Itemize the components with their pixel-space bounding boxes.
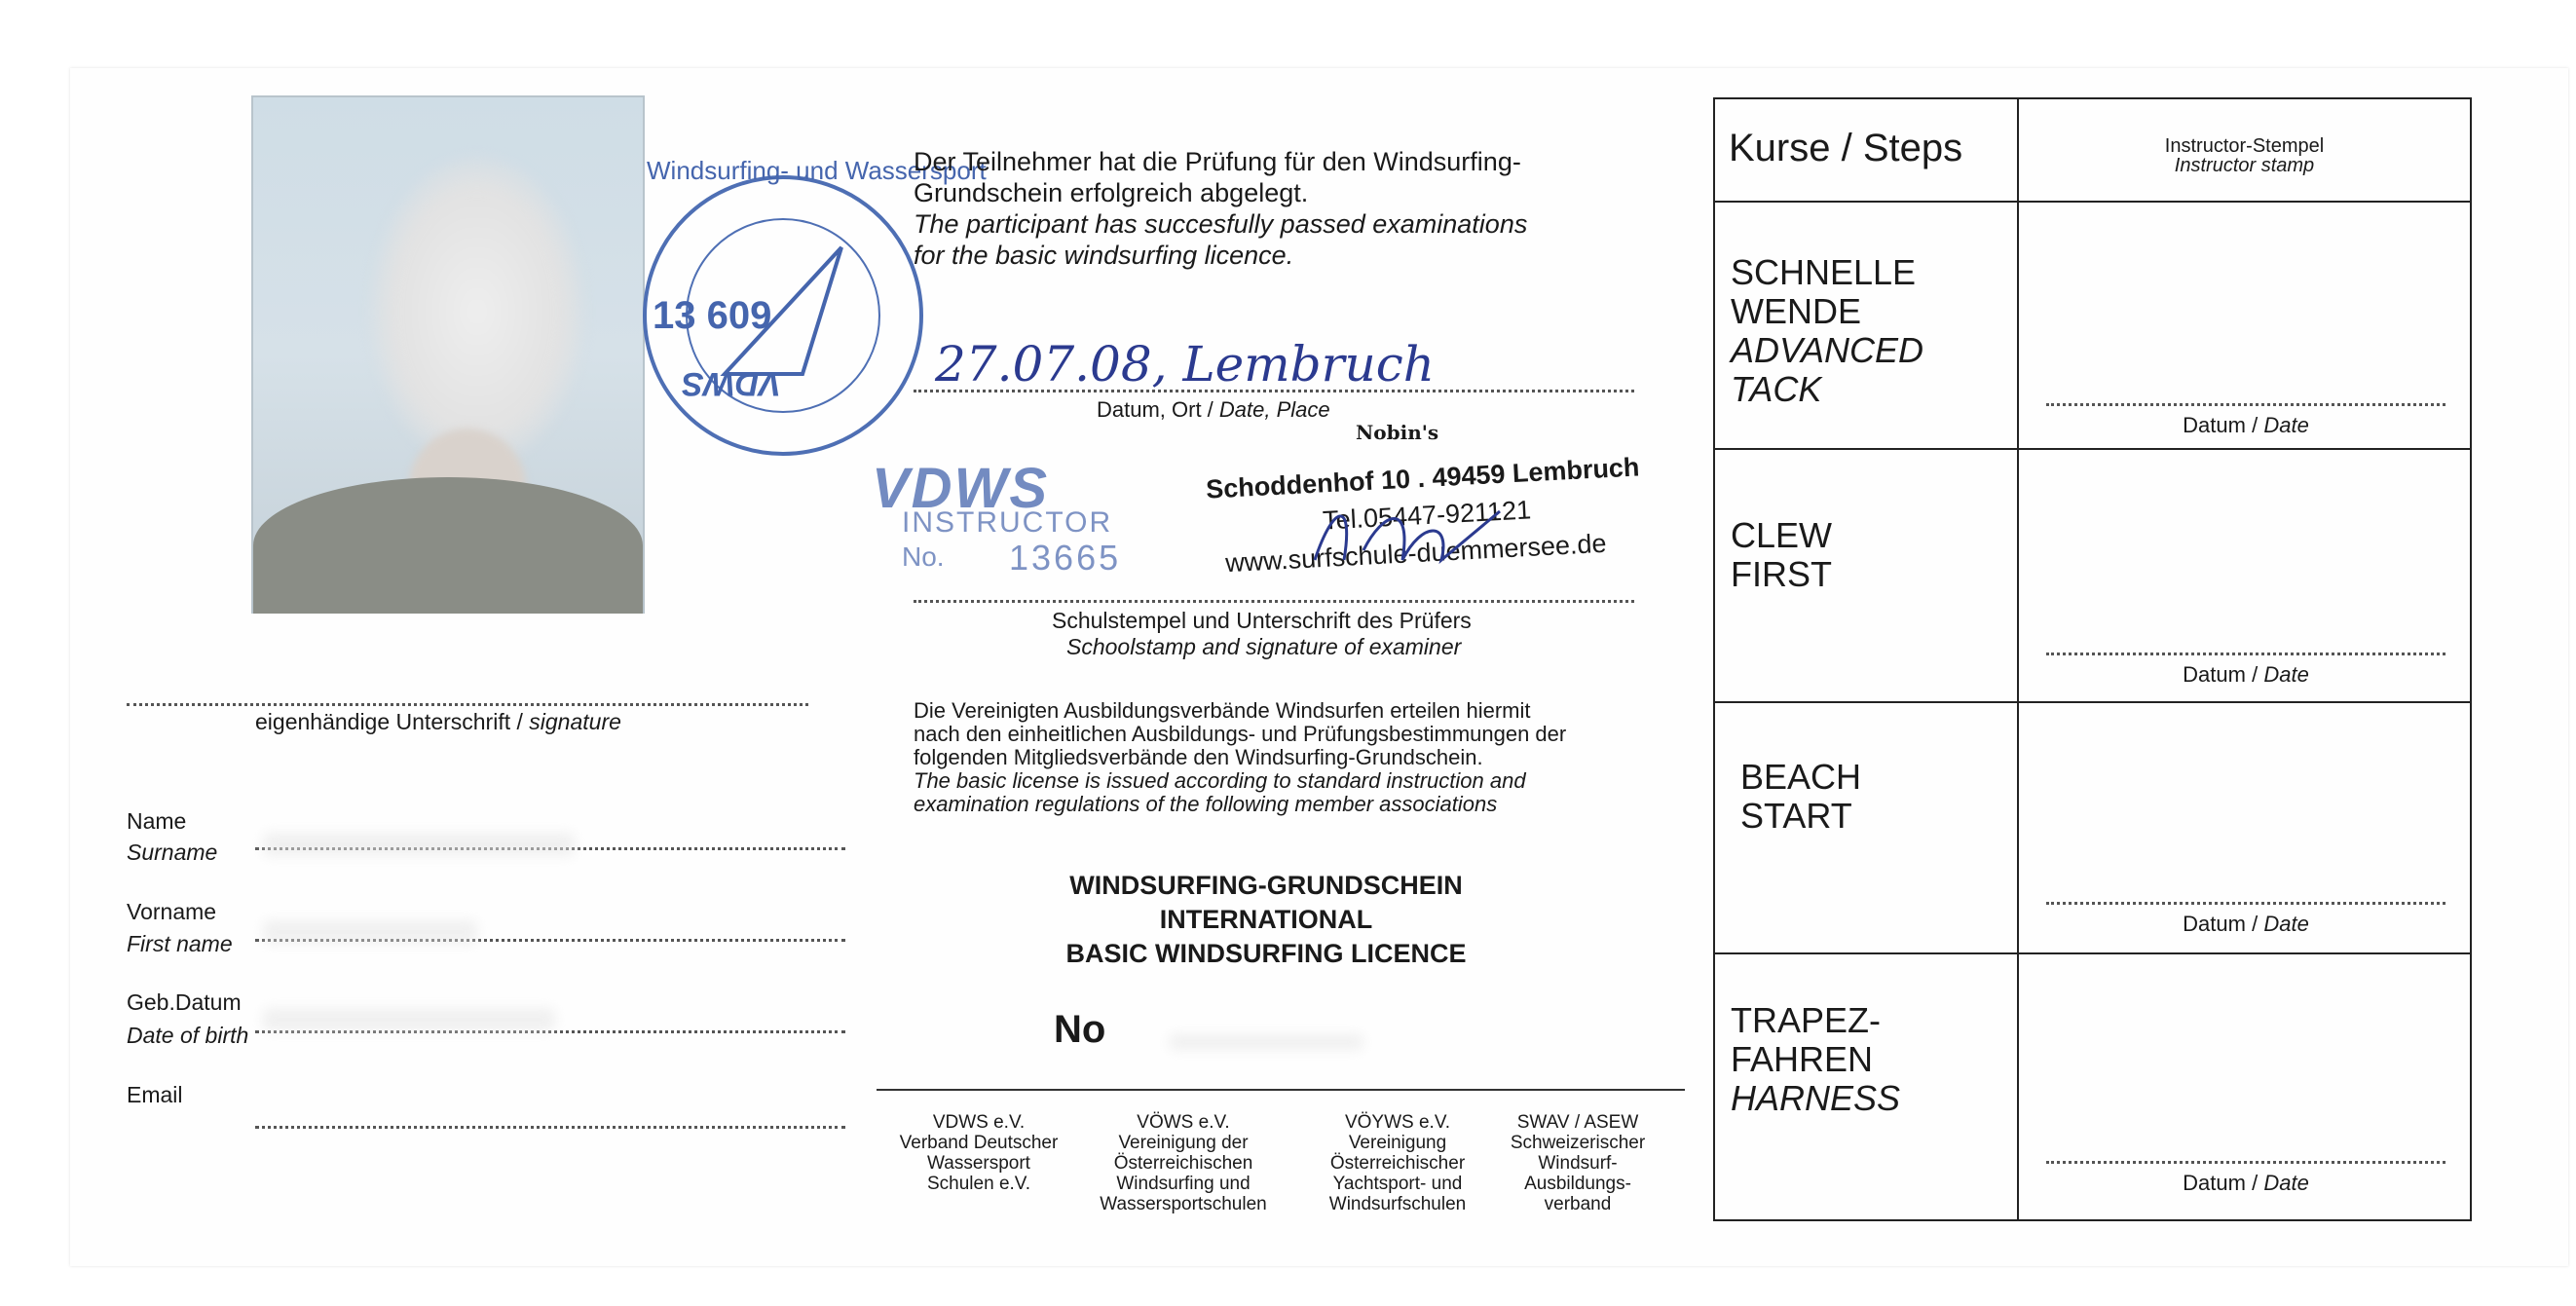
school-stamp-address: Schoddenhof 10 . 49459 Lembruch <box>1205 452 1641 504</box>
member-swav-line-2: Windsurf- <box>1538 1153 1618 1174</box>
step-clew-first <box>1731 516 1832 594</box>
step-harness <box>1731 1001 1900 1118</box>
field-gebdatum-label: Geb.Datum <box>127 989 242 1015</box>
step-1-line-2: WENDE <box>1731 291 1861 331</box>
step-2-date-en: Date <box>2263 662 2309 687</box>
passed-text-de <box>914 146 1527 271</box>
member-vdws-line-2: Wassersport <box>927 1153 1030 1174</box>
step-3-line-1: BEACH <box>1740 757 1862 797</box>
step-1-date-line[interactable] <box>2046 403 2445 406</box>
stamp-header-de: Instructor-Stempel <box>2164 135 2325 157</box>
associations-en-line-2: examination regulations of the following member associations <box>914 792 1498 816</box>
step-3-date-en: Date <box>2263 912 2309 936</box>
date-place-line[interactable] <box>914 390 1634 392</box>
steps-row-line-1 <box>1715 201 2470 203</box>
stamp-header-en: Instructor stamp <box>2174 155 2315 176</box>
handwritten-date-place: 27.07.08, Lembruch <box>935 336 1435 392</box>
steps-header: Kurse / Steps <box>1729 127 1963 169</box>
date-place-label-en: Date, Place <box>1218 397 1330 422</box>
instructor-stamp-no-label: No. <box>902 541 945 572</box>
school-stamp-phone: Tel.05447-921121 <box>1322 495 1532 536</box>
date-place-label-de: Datum, Ort / <box>1097 397 1213 422</box>
examiner-line[interactable] <box>914 600 1634 603</box>
signature-line[interactable] <box>127 703 808 706</box>
steps-row-line-3 <box>1715 701 2470 703</box>
associations-de-line-3: folgenden Mitgliedsverbände den Windsurfing-Grundschein. <box>914 745 1483 769</box>
step-4-date-line[interactable] <box>2046 1161 2445 1164</box>
blurred-firstname <box>263 920 477 944</box>
steps-row-line-4 <box>1715 952 2470 954</box>
step-1-en-line-2: TACK <box>1731 369 1822 409</box>
member-vdws-line-1: Verband Deutscher <box>899 1133 1059 1153</box>
passed-de-line-2: Grundschein erfolgreich abgelegt. <box>914 178 1309 207</box>
step-beach-start <box>1740 758 1861 836</box>
passed-de-line-1: Der Teilnehmer hat die Prüfung für den Windsurfing- <box>914 147 1521 176</box>
license-no-label: No <box>1054 1008 1106 1051</box>
license-title <box>974 869 1558 971</box>
steps-table <box>1713 97 2472 1221</box>
blurred-face <box>370 156 584 467</box>
step-3-date-de: Datum / <box>2183 912 2259 936</box>
step-4-date-en: Date <box>2263 1171 2309 1195</box>
field-vorname-label: Vorname <box>127 899 217 924</box>
step-1-line-1: SCHNELLE <box>1731 252 1917 292</box>
date-place-label <box>1097 397 1330 423</box>
member-voeyws-abbr: VÖYWS e.V. <box>1344 1112 1451 1133</box>
step-2-date-label <box>2046 662 2445 688</box>
member-voeyws-line-2: Österreichischer <box>1329 1153 1466 1174</box>
step-3-line-2: START <box>1740 796 1852 836</box>
blurred-license-number <box>1169 1034 1363 1050</box>
signature-label-en: signature <box>529 709 621 734</box>
step-1-date-en: Date <box>2263 413 2309 437</box>
step-1-date-label <box>2046 413 2445 438</box>
member-vdws <box>891 1112 1066 1194</box>
examiner-label-de: Schulstempel und Unterschrift des Prüfers <box>1052 608 1472 633</box>
email-field[interactable] <box>255 1126 845 1129</box>
member-voews-line-4: Wassersportschulen <box>1100 1194 1267 1214</box>
license-title-line-3: BASIC WINDSURFING LICENCE <box>1065 939 1467 968</box>
blurred-dob <box>263 1008 555 1031</box>
member-swav <box>1490 1112 1665 1214</box>
stamp-header <box>2019 136 2470 175</box>
steps-table-divider <box>2017 99 2019 1219</box>
step-1-en-line-1: ADVANCED <box>1731 330 1924 370</box>
instructor-stamp-number: 13665 <box>1009 538 1122 578</box>
passport-photo <box>251 95 645 614</box>
school-stamp-name: Nobin's <box>1356 421 1439 444</box>
member-voeyws-line-1: Vereinigung <box>1348 1133 1447 1153</box>
members-divider <box>877 1089 1685 1091</box>
steps-row-line-2 <box>1715 448 2470 450</box>
step-1-date-de: Datum / <box>2183 413 2259 437</box>
member-swav-abbr: SWAV / ASEW <box>1516 1112 1639 1133</box>
round-stamp-logo: VDWS <box>682 365 781 402</box>
instructor-stamp-title: INSTRUCTOR <box>902 506 1113 539</box>
step-4-line-1: TRAPEZ- <box>1731 1000 1882 1040</box>
blurred-surname <box>263 833 575 856</box>
member-voews-abbr: VÖWS e.V. <box>1137 1112 1230 1133</box>
member-swav-line-4: verband <box>1544 1194 1612 1214</box>
step-2-date-de: Datum / <box>2183 662 2259 687</box>
step-4-en-line-1: HARNESS <box>1731 1078 1901 1118</box>
step-2-line-2: FIRST <box>1731 554 1832 594</box>
associations-de-line-2: nach den einheitlichen Ausbildungs- und Prüfungsbestimmungen der <box>914 722 1567 746</box>
signature-label <box>255 709 621 735</box>
member-vdws-abbr: VDWS e.V. <box>932 1112 1026 1133</box>
associations-text <box>914 699 1566 816</box>
member-voews-line-1: Vereinigung der <box>1118 1133 1249 1153</box>
round-stamp-arc-text: Windsurfing- und Wassersport <box>647 156 987 185</box>
step-4-date-de: Datum / <box>2183 1171 2259 1195</box>
member-voews-line-2: Österreichischen <box>1113 1153 1253 1174</box>
member-vdws-line-3: Schulen e.V. <box>927 1174 1030 1194</box>
field-dob-label: Date of birth <box>127 1023 249 1048</box>
step-2-line-1: CLEW <box>1731 515 1833 555</box>
step-3-date-line[interactable] <box>2046 902 2445 905</box>
member-voeyws-line-4: Windsurfschulen <box>1328 1194 1467 1214</box>
step-4-line-2: FAHREN <box>1731 1039 1874 1079</box>
school-stamp-web: www.surfschule-duemmersee.de <box>1224 528 1608 578</box>
passed-en-line-1: The participant has succesfully passed examinations <box>914 209 1528 239</box>
associations-en-line-1: The basic license is issued according to standard instruction and <box>914 768 1526 793</box>
field-email-label: Email <box>127 1082 183 1107</box>
round-stamp-number: 13 609 <box>653 294 772 337</box>
photo-shirt <box>253 477 643 614</box>
member-swav-line-3: Ausbildungs- <box>1524 1174 1631 1194</box>
step-3-date-label <box>2046 912 2445 937</box>
field-firstname-label: First name <box>127 931 233 956</box>
member-voeyws-line-3: Yachtsport- und <box>1332 1174 1463 1194</box>
step-advanced-tack <box>1731 253 1923 409</box>
examiner-label-en: Schoolstamp and signature of examiner <box>1066 634 1462 659</box>
member-voews <box>1081 1112 1286 1214</box>
field-surname-label: Surname <box>127 840 218 865</box>
member-voews-line-3: Windsurfing und <box>1116 1174 1251 1194</box>
step-4-date-label <box>2046 1171 2445 1196</box>
member-voeyws <box>1305 1112 1490 1214</box>
round-school-stamp <box>643 156 987 456</box>
signature-label-de: eigenhändige Unterschrift / <box>255 709 523 734</box>
associations-de-line-1: Die Vereinigten Ausbildungsverbände Windsurfen erteilen hiermit <box>914 698 1531 723</box>
license-title-line-1: WINDSURFING-GRUNDSCHEIN <box>1069 871 1463 900</box>
license-title-line-2: INTERNATIONAL <box>1159 905 1373 934</box>
field-name-label: Name <box>127 808 187 834</box>
passed-en-line-2: for the basic windsurfing licence. <box>914 241 1294 270</box>
member-swav-line-1: Schweizerischer <box>1510 1133 1646 1153</box>
step-2-date-line[interactable] <box>2046 653 2445 655</box>
examiner-signature-icon <box>1305 492 1539 579</box>
instructor-stamp-logo: VDWS <box>872 457 1049 520</box>
